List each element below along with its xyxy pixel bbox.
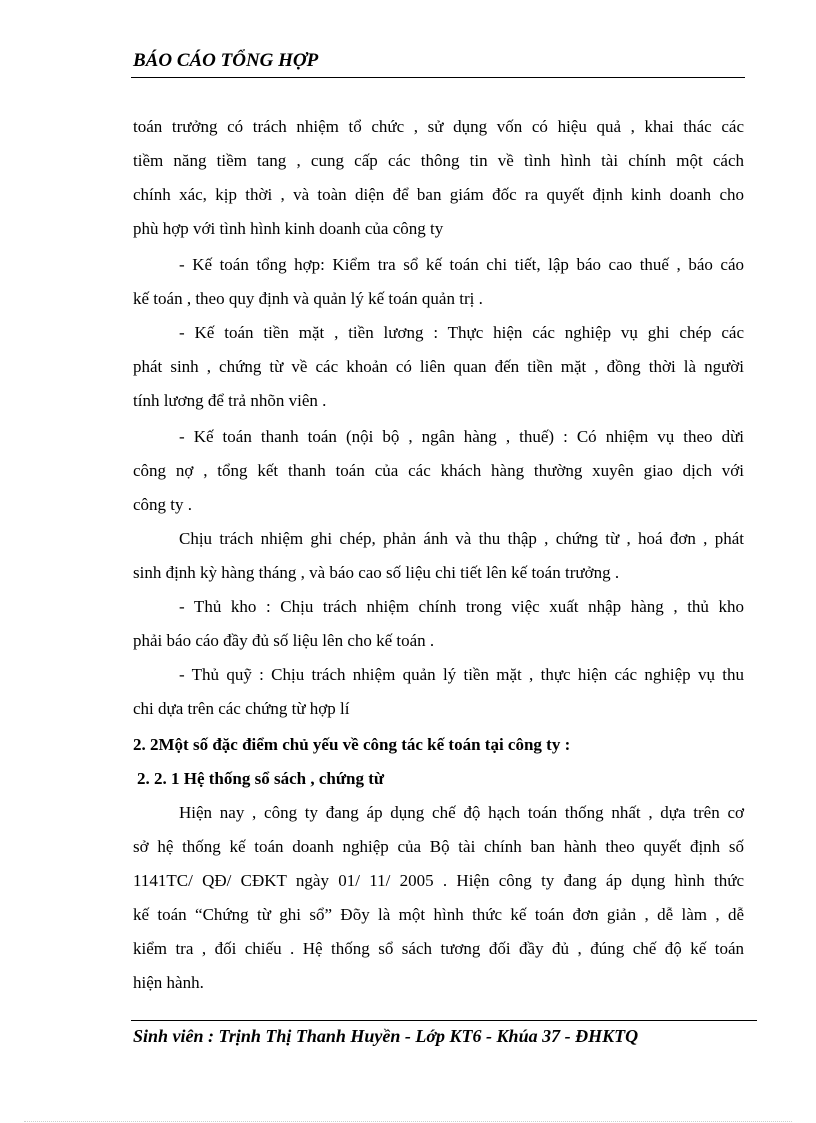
text-line: sinh định kỳ hàng tháng , và báo cao số liệu chi tiết lên kế toán trưởng . (133, 563, 620, 582)
text-line: sở hệ thống kế toán doanh nghiệp của Bộ tài chính ban hành theo quyết định số (133, 837, 744, 856)
text-line: kiểm tra , đối chiếu . Hệ thống sổ sách tương đối đầy đủ , đúng chế độ kế toán (133, 939, 744, 958)
paragraph-payment-accountant (133, 420, 744, 522)
header-divider (131, 77, 745, 78)
text-line: phù hợp với tình hình kinh doanh của công ty (133, 219, 444, 238)
text-line: - Kế toán tổng hợp: Kiểm tra sổ kế toán chi tiết, lập báo cao thuế , báo cáo (179, 255, 744, 274)
text-line: - Kế toán thanh toán (nội bộ , ngân hàng , thuế) : Có nhiệm vụ theo dừi (179, 427, 744, 446)
page-edge-divider (24, 1121, 792, 1122)
paragraph-warehouse-keeper (133, 590, 744, 658)
text-line: Hiện nay , công ty đang áp dụng chế độ hạch toán thống nhất , dựa trên cơ (179, 803, 744, 822)
text-line: tiềm năng tiềm tang , cung cấp các thông tin về tình hình tài chính một cách (133, 151, 744, 170)
footer-divider (131, 1020, 757, 1021)
section-heading: 2. 2Một số đặc điểm chủ yếu về công tác kế toán tại công ty : (133, 735, 571, 754)
text-line: phải báo cáo đầy đủ số liệu lên cho kế toán . (133, 631, 435, 650)
subsection-heading: 2. 2. 1 Hệ thống sổ sách , chứng từ (137, 769, 385, 788)
text-line: chính xác, kịp thời , và toàn diện để ban giám đốc ra quyết định kinh doanh cho (133, 185, 744, 204)
text-line: công nợ , tổng kết thanh toán của các khách hàng thường xuyên giao dịch với (133, 461, 744, 480)
paragraph-cash-accountant (133, 316, 744, 418)
text-line: toán trưởng có trách nhiệm tổ chức , sử dụng vốn có hiệu quả , khai thác các (133, 117, 744, 136)
text-line: hiện hành. (133, 973, 204, 992)
text-line: kế toán “Chứng từ ghi sổ” Đõy là một hình thức kế toán đơn giản , dễ làm , dễ (133, 905, 744, 924)
page-header-title: BÁO CÁO TỔNG HỢP (133, 50, 319, 71)
paragraph-cashier (133, 658, 744, 726)
text-line: - Kế toán tiền mặt , tiền lương : Thực hiện các nghiệp vụ ghi chép các (179, 323, 744, 342)
paragraph-bookkeeping-system (133, 796, 744, 1000)
paragraph-chief-accountant-continued (133, 110, 744, 246)
page-footer: Sinh viên : Trịnh Thị Thanh Huyền - Lớp KT6 - Khúa 37 - ĐHKTQ (133, 1026, 639, 1046)
text-line: kế toán , theo quy định và quản lý kế toán quản trị . (133, 289, 483, 308)
text-line: 1141TC/ QĐ/ CĐKT ngày 01/ 11/ 2005 . Hiện công ty đang áp dụng hình thức (133, 871, 744, 890)
text-line: công ty . (133, 495, 193, 514)
paragraph-general-accountant (133, 248, 744, 316)
text-line: - Thủ quỹ : Chịu trách nhiệm quản lý tiền mặt , thực hiện các nghiệp vụ thu (179, 665, 744, 684)
text-line: - Thủ kho : Chịu trách nhiệm chính trong việc xuất nhập hàng , thủ kho (179, 597, 744, 616)
text-line: chi dựa trên các chứng từ hợp lí (133, 699, 350, 718)
paragraph-responsibilities (133, 522, 744, 590)
text-line: tính lương để trả nhõn viên . (133, 391, 327, 410)
text-line: Chịu trách nhiệm ghi chép, phản ánh và thu thập , chứng từ , hoá đơn , phát (179, 529, 744, 548)
text-line: phát sinh , chứng từ về các khoản có liên quan đến tiền mặt , đồng thời là người (133, 357, 744, 376)
